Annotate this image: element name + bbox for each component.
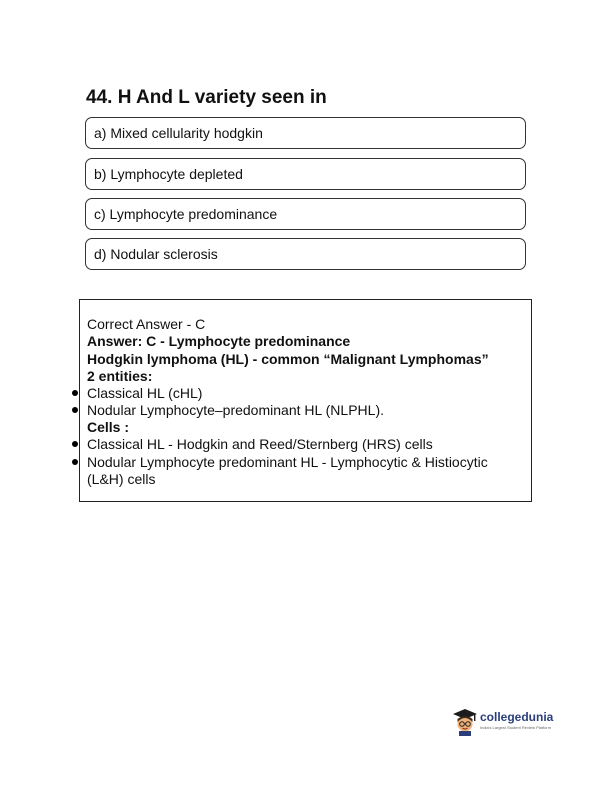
entity-item: Classical HL (cHL) [87,385,203,401]
option-b[interactable]: b) Lymphocyte depleted [85,158,526,190]
correct-answer-text: Correct Answer - C [87,316,206,332]
logo-tagline: India's Largest Student Review Platform [480,725,552,730]
entity-item: Nodular Lymphocyte–predominant HL (NLPHL). [87,402,384,418]
option-c[interactable]: c) Lymphocyte predominance [85,198,526,230]
question-title: 44. H And L variety seen in [86,87,327,108]
cell-item: Classical HL - Hodgkin and Reed/Sternberg (HRS) cells [87,436,433,452]
logo-wordmark: collegedunia [480,710,554,724]
collegedunia-logo [452,708,556,736]
cell-item: Nodular Lymphocyte predominant HL - Lymphocytic & Histiocytic [87,454,488,470]
bullet-icon [72,407,78,413]
answer-line: Answer: C - Lymphocyte predominance [87,333,351,349]
entities-heading: 2 entities: [87,368,153,384]
student-mascot-icon [452,708,478,736]
cells-heading: Cells : [87,419,130,435]
option-d[interactable]: d) Nodular sclerosis [85,238,526,270]
option-a[interactable]: a) Mixed cellularity hodgkin [85,117,526,149]
bullet-icon [72,441,78,447]
bullet-icon [72,390,78,396]
cell-item-continuation: (L&H) cells [87,471,156,487]
hodgkin-heading: Hodgkin lymphoma (HL) - common “Malignant Lymphomas” [87,351,489,367]
bullet-icon [72,459,78,465]
